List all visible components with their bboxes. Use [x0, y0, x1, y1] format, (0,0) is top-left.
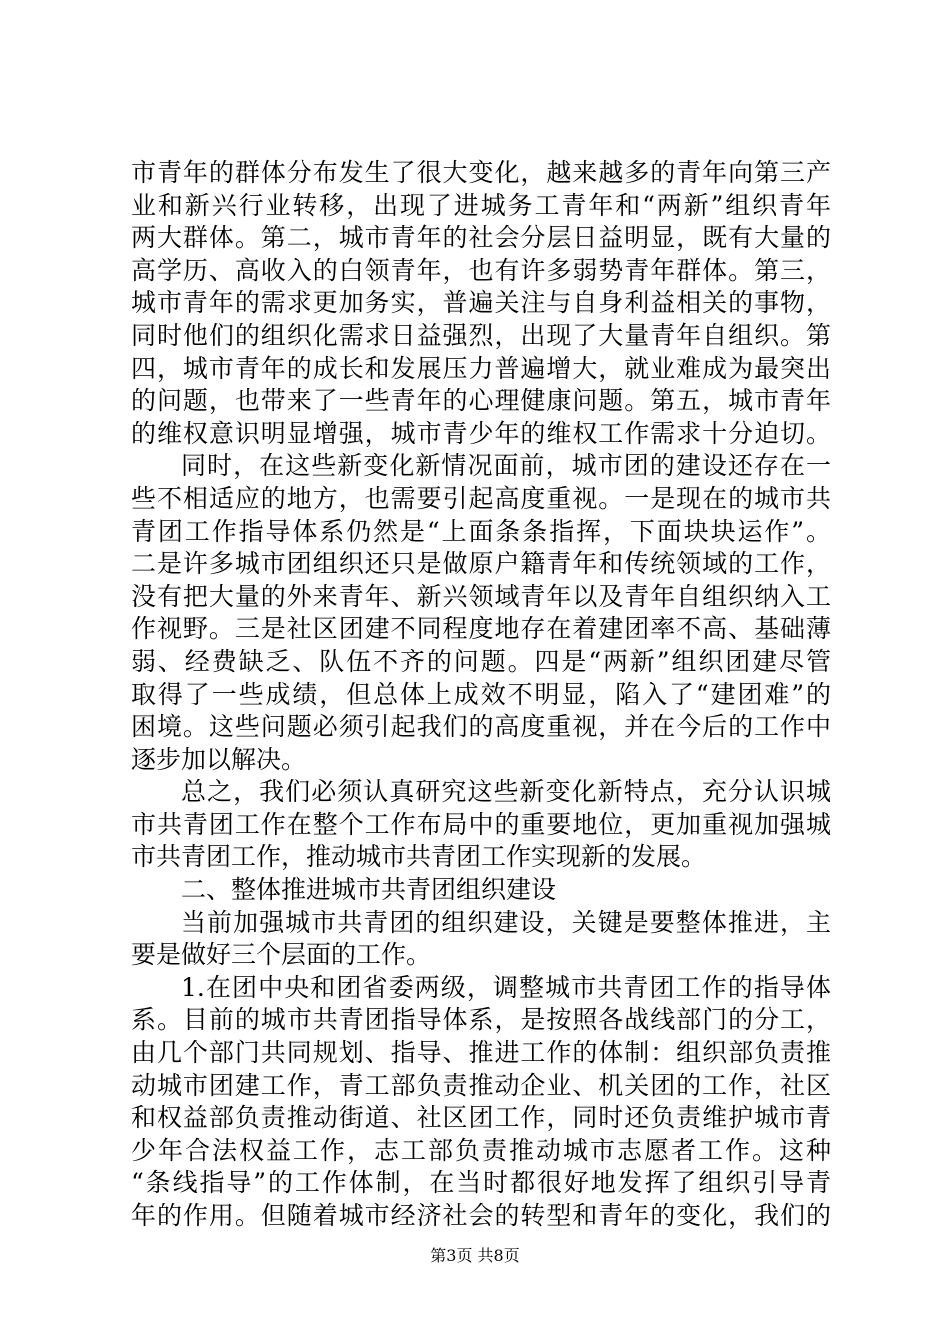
text-line: 动城市团建工作，青工部负责推动企业、机关团的工作，社区: [131, 1070, 831, 1100]
text-line: 总之，我们必须认真研究这些新变化新特点，充分认识城: [181, 777, 831, 807]
page-footer: 第3页 共8页: [430, 1246, 520, 1265]
text-line: 困境。这些问题必须引起我们的高度重视，并在今后的工作中: [131, 712, 831, 742]
text-line: 没有把大量的外来青年、新兴领域青年以及青年自组织纳入工: [131, 581, 831, 611]
text-line: 市共青团工作，推动城市共青团工作实现新的发展。: [131, 842, 707, 872]
text-line: 系。目前的城市共青团指导体系，是按照各战线部门的分工，: [131, 1005, 831, 1035]
text-line: 同时，在这些新变化新情况面前，城市团的建设还存在一: [181, 451, 831, 481]
text-line: 青团工作指导体系仍然是“上面条条指挥，下面块块运作”。: [131, 516, 831, 546]
text-line: 二是许多城市团组织还只是做原户籍青年和传统领域的工作，: [131, 549, 831, 579]
text-line: 作视野。三是社区团建不同程度地存在着建团率不高、基础薄: [131, 614, 831, 644]
text-line: 和权益部负责推动街道、社区团工作，同时还负责维护城市青: [131, 1103, 831, 1133]
text-line: 四，城市青年的成长和发展压力普遍增大，就业难成为最突出: [131, 353, 831, 383]
text-line: 业和新兴行业转移，出现了进城务工青年和“两新”组织青年: [131, 190, 831, 220]
text-line: 些不相适应的地方，也需要引起高度重视。一是现在的城市共: [131, 483, 831, 513]
text-line: 逐步加以解决。: [131, 744, 307, 774]
text-line: 二、整体推进城市共青团组织建设: [181, 875, 557, 905]
text-line: 取得了一些成绩，但总体上成效不明显，陷入了“建团难”的: [131, 679, 831, 709]
text-line: 同时他们的组织化需求日益强烈，出现了大量青年自组织。第: [131, 320, 831, 350]
text-line: 1.在团中央和团省委两级，调整城市共青团工作的指导体: [181, 972, 831, 1002]
text-line: 要是做好三个层面的工作。: [131, 940, 432, 970]
text-line: “条线指导”的工作体制，在当时都很好地发挥了组织引导青: [131, 1168, 831, 1198]
text-line: 当前加强城市共青团的组织建设，关键是要整体推进，主: [181, 907, 831, 937]
text-line: 弱、经费缺乏、队伍不齐的问题。四是“两新”组织团建尽管: [131, 646, 831, 676]
text-line: 城市青年的需求更加务实，普遍关注与自身利益相关的事物，: [131, 288, 831, 318]
text-line: 高学历、高收入的白领青年，也有许多弱势青年群体。第三，: [131, 255, 831, 285]
text-line: 市共青团工作在整个工作布局中的重要地位，更加重视加强城: [131, 809, 831, 839]
document-body: [131, 157, 831, 1233]
text-line: 两大群体。第二，城市青年的社会分层日益明显，既有大量的: [131, 223, 831, 253]
text-line: 少年合法权益工作，志工部负责推动城市志愿者工作。这种: [131, 1135, 831, 1165]
text-line: 市青年的群体分布发生了很大变化，越来越多的青年向第三产: [131, 158, 831, 187]
text-line: 年的作用。但随着城市经济社会的转型和青年的变化，我们的: [131, 1201, 831, 1230]
text-line: 的维权意识明显增强，城市青少年的维权工作需求十分迫切。: [131, 418, 831, 448]
text-line: 的问题，也带来了一些青年的心理健康问题。第五，城市青年: [131, 386, 831, 416]
text-line: 由几个部门共同规划、指导、推进工作的体制：组织部负责推: [131, 1038, 831, 1068]
